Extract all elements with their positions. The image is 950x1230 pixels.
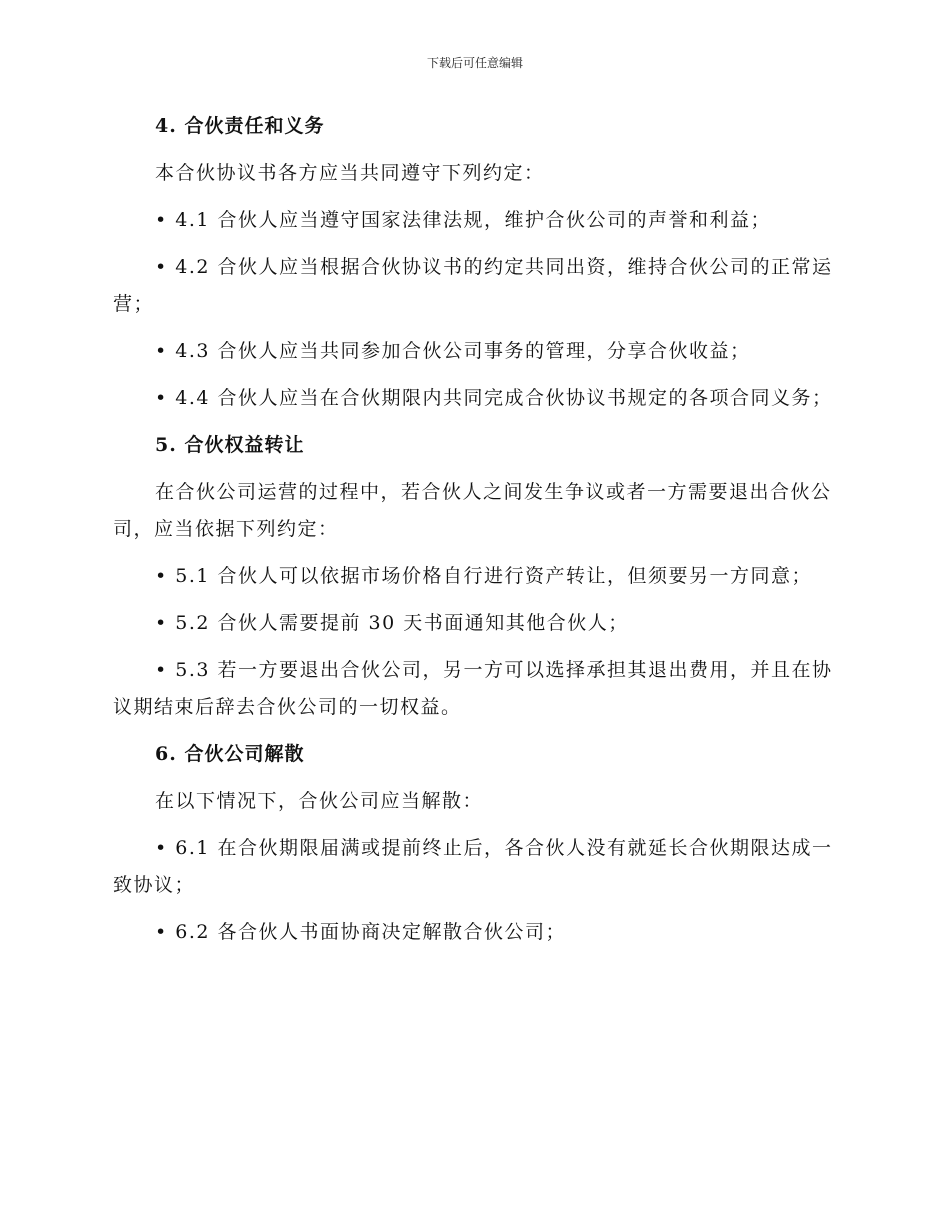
- clause-4-3: • 4.3 合伙人应当共同参加合伙公司事务的管理，分享合伙收益；: [155, 340, 751, 362]
- page-header-note: 下载后可任意编辑: [426, 56, 523, 70]
- clause-4-1: • 4.1 合伙人应当遵守国家法律法规，维护合伙公司的声誉和利益；: [155, 209, 772, 231]
- document-body: [113, 108, 833, 961]
- clause-6-1: • 6.1 在合伙期限届满或提前终止后，各合伙人没有就延长合伙期限达成一致协议；: [113, 837, 833, 896]
- clause-5-2: • 5.2 合伙人需要提前 30 天书面通知其他合伙人；: [155, 612, 629, 634]
- clause-5-3: • 5.3 若一方要退出合伙公司，另一方可以选择承担其退出费用，并且在协议期结束后辞去合伙公司的一切权益。: [113, 659, 833, 718]
- clause-5-1: • 5.1 合伙人可以依据市场价格自行进行资产转让，但须要另一方同意；: [155, 565, 813, 587]
- section-4-intro: 本合伙协议书各方应当共同遵守下列约定：: [155, 162, 545, 184]
- section-4-heading: 4. 合伙责任和义务: [155, 115, 325, 137]
- section-5-intro: 在合伙公司运营的过程中，若合伙人之间发生争议或者一方需要退出合伙公司，应当依据下列约定：: [113, 481, 832, 540]
- clause-6-2: • 6.2 各合伙人书面协商决定解散合伙公司；: [155, 921, 567, 943]
- section-6-intro: 在以下情况下，合伙公司应当解散：: [155, 790, 484, 812]
- clause-4-2: • 4.2 合伙人应当根据合伙协议书的约定共同出资，维持合伙公司的正常运营；: [113, 256, 833, 315]
- clause-4-4: • 4.4 合伙人应当在合伙期限内共同完成合伙协议书规定的各项合同义务；: [155, 387, 833, 409]
- section-6-heading: 6. 合伙公司解散: [155, 743, 305, 765]
- section-5-heading: 5. 合伙权益转让: [155, 434, 305, 456]
